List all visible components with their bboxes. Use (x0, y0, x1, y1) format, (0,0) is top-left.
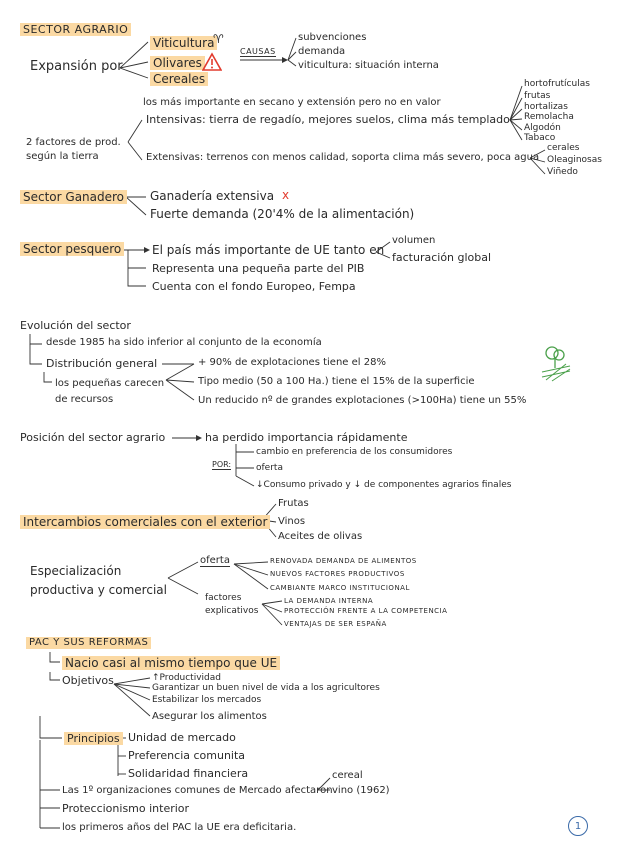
intensivas-item: Algodón (524, 123, 561, 133)
section-title-pesquero: Sector pesquero (20, 242, 124, 256)
factores-item: PROTECCIÓN FRENTE A LA COMPETENCIA (284, 607, 448, 615)
crop-cereales: Cereales (150, 72, 208, 86)
cross-mark: x (282, 188, 290, 202)
pesquero-tanto: facturación global (392, 251, 492, 264)
pesquero-item: El país más importante de UE tanto en (152, 243, 385, 257)
posicion-reason: oferta (256, 463, 283, 473)
pac-primeros: los primeros años del PAC la UE era deficitaria. (62, 822, 297, 833)
crop-viticultura: Viticultura (150, 36, 217, 50)
tree-field-icon (538, 344, 574, 382)
extensivas-item: Oleaginosas (547, 155, 602, 165)
causa-item: viticultura: situación interna (298, 60, 439, 71)
posicion-reason: cambio en preferencia de los consumidores (256, 447, 453, 457)
intensivas-item: frutas (524, 91, 551, 101)
intensivas-item: hortofrutículas (524, 79, 590, 89)
factores-label: 2 factores de prod. según la tierra (26, 137, 121, 162)
intercambios-title: Intercambios comerciales con el exterior (20, 515, 270, 529)
section-title-ganadero: Sector Ganadero (20, 190, 127, 204)
principio-item: Solidaridad financiera (128, 767, 249, 780)
objetivo-item: Estabilizar los mercados (152, 695, 262, 705)
objetivo-item: Asegurar los alimentos (152, 711, 267, 722)
pac-objetivos: Objetivos (62, 674, 114, 687)
factores-item: LA DEMANDA INTERNA (284, 597, 374, 605)
org-item: cereal (332, 770, 363, 781)
extensivas-text: Extensivas: terrenos con menos calidad, soporta clima más severo, poca agua (146, 152, 540, 163)
principio-item: Preferencia comunita (128, 749, 246, 762)
especializacion-factores: factores explicativos (205, 593, 259, 616)
page-number: 1 (568, 816, 588, 836)
causas-label: CAUSAS (240, 47, 276, 56)
secano-note: los más importante en secano y extensión pero no en valor (143, 97, 441, 108)
intensivas-item: Tabaco (524, 133, 556, 143)
intercambios-item: Frutas (278, 498, 309, 509)
pesquero-item: Cuenta con el fondo Europeo, Fempa (152, 280, 356, 293)
pac-title: PAC Y SUS REFORMAS (26, 637, 151, 649)
intensivas-item: hortalizas (524, 102, 568, 112)
causa-item: subvenciones (298, 32, 367, 43)
evolucion-item: Un reducido nº de grandes explotaciones (>100Ha) tiene un 55% (198, 395, 527, 406)
especializacion-title: Especialización productiva y comercial (30, 564, 167, 597)
oferta-item: NUEVOS FACTORES PRODUCTIVOS (270, 570, 405, 578)
posicion-result: ha perdido importancia rápidamente (205, 431, 408, 444)
posicion-por: POR: (212, 460, 232, 469)
warning-icon (202, 52, 222, 72)
pac-nacio: Nacio casi al mismo tiempo que UE (62, 656, 280, 670)
intercambios-item: Aceites de olivas (278, 531, 363, 542)
oferta-item: CAMBIANTE MARCO INSTITUCIONAL (270, 584, 410, 592)
crop-olivares: Olivares (150, 56, 205, 70)
evolucion-desde: desde 1985 ha sido inferior al conjunto de la economía (46, 337, 322, 348)
objetivo-item: ↑Productividad (152, 673, 221, 683)
intensivas-item: Remolacha (524, 112, 574, 122)
oferta-item: RENOVADA DEMANDA DE ALIMENTOS (270, 557, 417, 565)
principio-item: Unidad de mercado (128, 731, 236, 744)
causa-item: demanda (298, 46, 346, 57)
ganadero-item: Fuerte demanda (20'4% de la alimentación) (150, 207, 415, 221)
extensivas-item: Viñedo (547, 167, 578, 177)
ganadero-item: Ganadería extensiva (150, 189, 275, 203)
pesquero-tanto: volumen (392, 235, 436, 246)
evolucion-item: Tipo medio (50 a 100 Ha.) tiene el 15% de la superficie (198, 376, 475, 387)
factores-item: VENTAJAS DE SER ESPAÑA (284, 620, 387, 628)
evolucion-distribucion: Distribución general (46, 357, 158, 370)
posicion-reason: ↓Consumo privado y ↓ de componentes agrarios finales (256, 480, 512, 490)
pac-proteccionismo: Proteccionismo interior (62, 802, 190, 815)
evolucion-title: Evolución del sector (20, 319, 131, 332)
especializacion-oferta: oferta (200, 555, 230, 566)
pac-principios: Principios (64, 732, 123, 745)
expansion-label: Expansión por (30, 59, 123, 74)
objetivo-item: Garantizar un buen nivel de vida a los agricultores (152, 683, 380, 693)
wine-glass-icon: ♈ (213, 32, 224, 46)
intercambios-item: Vinos (278, 516, 306, 527)
evolucion-pequenas: los pequeñas carecen de recursos (55, 378, 165, 405)
evolucion-item: + 90% de explotaciones tiene el 28% (198, 357, 386, 368)
pesquero-item: Representa una pequeña parte del PIB (152, 262, 365, 275)
section-title-agrario: SECTOR AGRARIO (20, 23, 131, 36)
pac-organizaciones: Las 1º organizaciones comunes de Mercado afectaron (62, 785, 333, 796)
posicion-title: Posición del sector agrario (20, 431, 166, 444)
extensivas-item: cerales (547, 143, 580, 153)
intensivas-text: Intensivas: tierra de regadío, mejores suelos, clima más templado (146, 113, 510, 126)
org-item: vino (1962) (332, 785, 390, 796)
